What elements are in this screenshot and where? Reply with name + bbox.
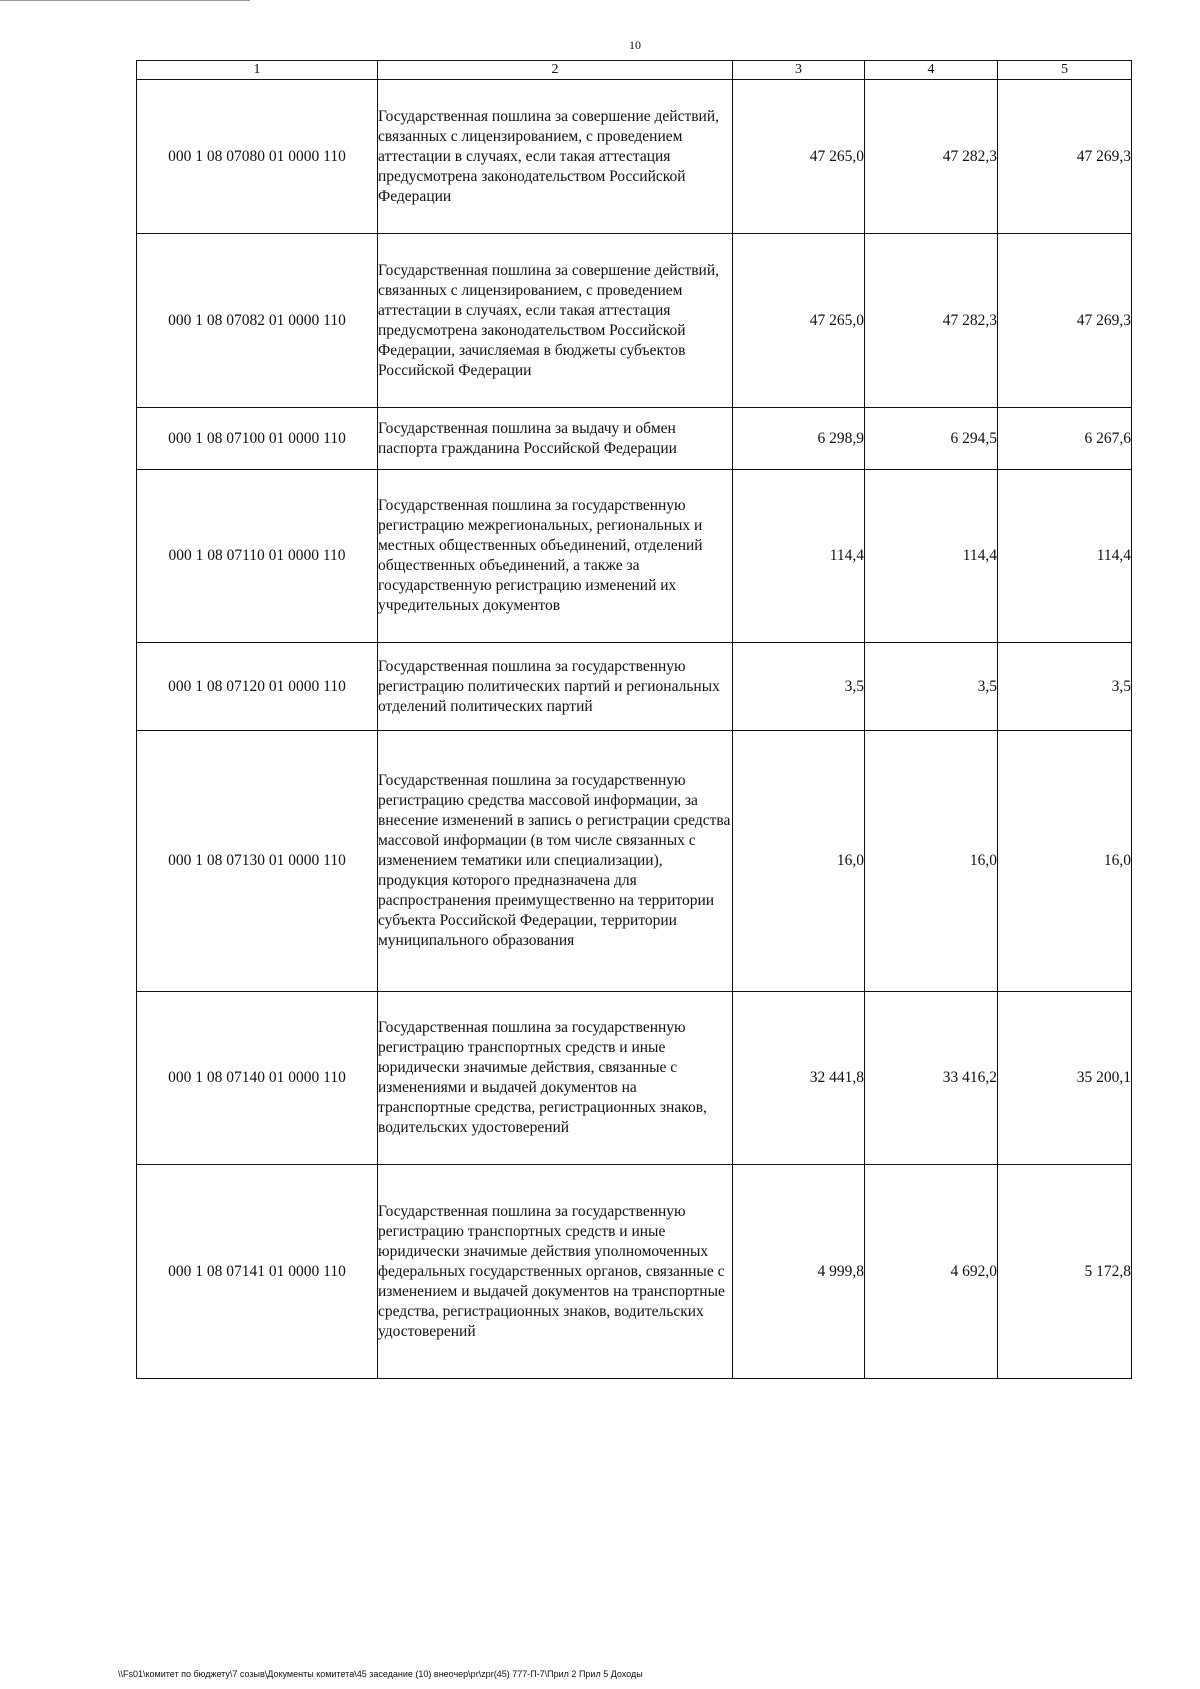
row-value-col5: 35 200,1 <box>998 992 1132 1165</box>
row-value-col5: 114,4 <box>998 470 1132 643</box>
row-description: Государственная пошлина за государственную регистрацию транспортных средств и иные юридически значимые действия уполномоченных федеральных государственных органов, связанные с изменением и выдачей документов на транспортные средства, регистрационных знаков, водительских удостоверений <box>378 1165 733 1379</box>
row-value-col5: 5 172,8 <box>998 1165 1132 1379</box>
row-description: Государственная пошлина за совершение действий, связанных с лицензированием, с проведением аттестации в случаях, если такая аттестация предусмотрена законодательством Российской Федерации <box>378 80 733 234</box>
row-value-col3: 47 265,0 <box>733 234 865 408</box>
row-value-col4: 4 692,0 <box>865 1165 998 1379</box>
row-code: 000 1 08 07120 01 0000 110 <box>137 643 378 731</box>
row-description: Государственная пошлина за государственную регистрацию средства массовой информации, за внесение изменений в запись о регистрации средства массовой информации (в том числе связанных с изменением тематики или специализации), продукция которого предназначена для распространения преимущественно на территории субъекта Российской Федерации, территории муниципального образования <box>378 731 733 992</box>
column-header-3: 3 <box>733 61 865 80</box>
row-code: 000 1 08 07080 01 0000 110 <box>137 80 378 234</box>
row-description: Государственная пошлина за государственную регистрацию политических партий и региональных отделений политических партий <box>378 643 733 731</box>
row-value-col4: 47 282,3 <box>865 234 998 408</box>
table-row <box>137 234 1132 408</box>
row-value-col4: 33 416,2 <box>865 992 998 1165</box>
table-row <box>137 470 1132 643</box>
table-header-row <box>137 61 1132 80</box>
row-code: 000 1 08 07100 01 0000 110 <box>137 408 378 470</box>
row-description: Государственная пошлина за совершение действий, связанных с лицензированием, с проведением аттестации в случаях, если такая аттестация предусмотрена законодательством Российской Федерации, зачисляемая в бюджеты субъектов Российской Федерации <box>378 234 733 408</box>
scan-edge-rule <box>0 0 250 1</box>
row-value-col4: 114,4 <box>865 470 998 643</box>
row-value-col4: 16,0 <box>865 731 998 992</box>
table-row <box>137 731 1132 992</box>
column-header-1: 1 <box>137 61 378 80</box>
row-value-col3: 4 999,8 <box>733 1165 865 1379</box>
table-row <box>137 408 1132 470</box>
revenue-table <box>136 60 1132 1379</box>
column-header-2: 2 <box>378 61 733 80</box>
row-code: 000 1 08 07141 01 0000 110 <box>137 1165 378 1379</box>
row-value-col5: 47 269,3 <box>998 234 1132 408</box>
table-row <box>137 80 1132 234</box>
row-value-col5: 3,5 <box>998 643 1132 731</box>
page-number: 10 <box>629 38 641 52</box>
table-row <box>137 1165 1132 1379</box>
row-value-col3: 47 265,0 <box>733 80 865 234</box>
row-value-col4: 47 282,3 <box>865 80 998 234</box>
row-code: 000 1 08 07082 01 0000 110 <box>137 234 378 408</box>
row-value-col3: 32 441,8 <box>733 992 865 1165</box>
table-row <box>137 992 1132 1165</box>
row-value-col5: 47 269,3 <box>998 80 1132 234</box>
row-description: Государственная пошлина за государственную регистрацию транспортных средств и иные юридически значимые действия, связанные с изменениями и выдачей документов на транспортные средства, регистрационных знаков, водительских удостоверений <box>378 992 733 1165</box>
row-value-col3: 3,5 <box>733 643 865 731</box>
column-header-5: 5 <box>998 61 1132 80</box>
row-value-col4: 6 294,5 <box>865 408 998 470</box>
row-value-col5: 16,0 <box>998 731 1132 992</box>
row-value-col5: 6 267,6 <box>998 408 1132 470</box>
row-description: Государственная пошлина за государственную регистрацию межрегиональных, региональных и местных общественных объединений, отделений общественных объединений, а также за государственную регистрацию изменений их учредительных документов <box>378 470 733 643</box>
footer-file-path: \\Fs01\комитет по бюджету\7 созыв\Документы комитета\45 заседание (10) внеочер\pr\zpr(45) 777-П-7\Прил 2 Прил 5 Доходы <box>118 1669 643 1679</box>
row-code: 000 1 08 07130 01 0000 110 <box>137 731 378 992</box>
row-value-col3: 6 298,9 <box>733 408 865 470</box>
row-code: 000 1 08 07110 01 0000 110 <box>137 470 378 643</box>
table-row <box>137 643 1132 731</box>
row-value-col3: 114,4 <box>733 470 865 643</box>
row-value-col4: 3,5 <box>865 643 998 731</box>
row-description: Государственная пошлина за выдачу и обмен паспорта гражданина Российской Федерации <box>378 408 733 470</box>
row-code: 000 1 08 07140 01 0000 110 <box>137 992 378 1165</box>
column-header-4: 4 <box>865 61 998 80</box>
row-value-col3: 16,0 <box>733 731 865 992</box>
